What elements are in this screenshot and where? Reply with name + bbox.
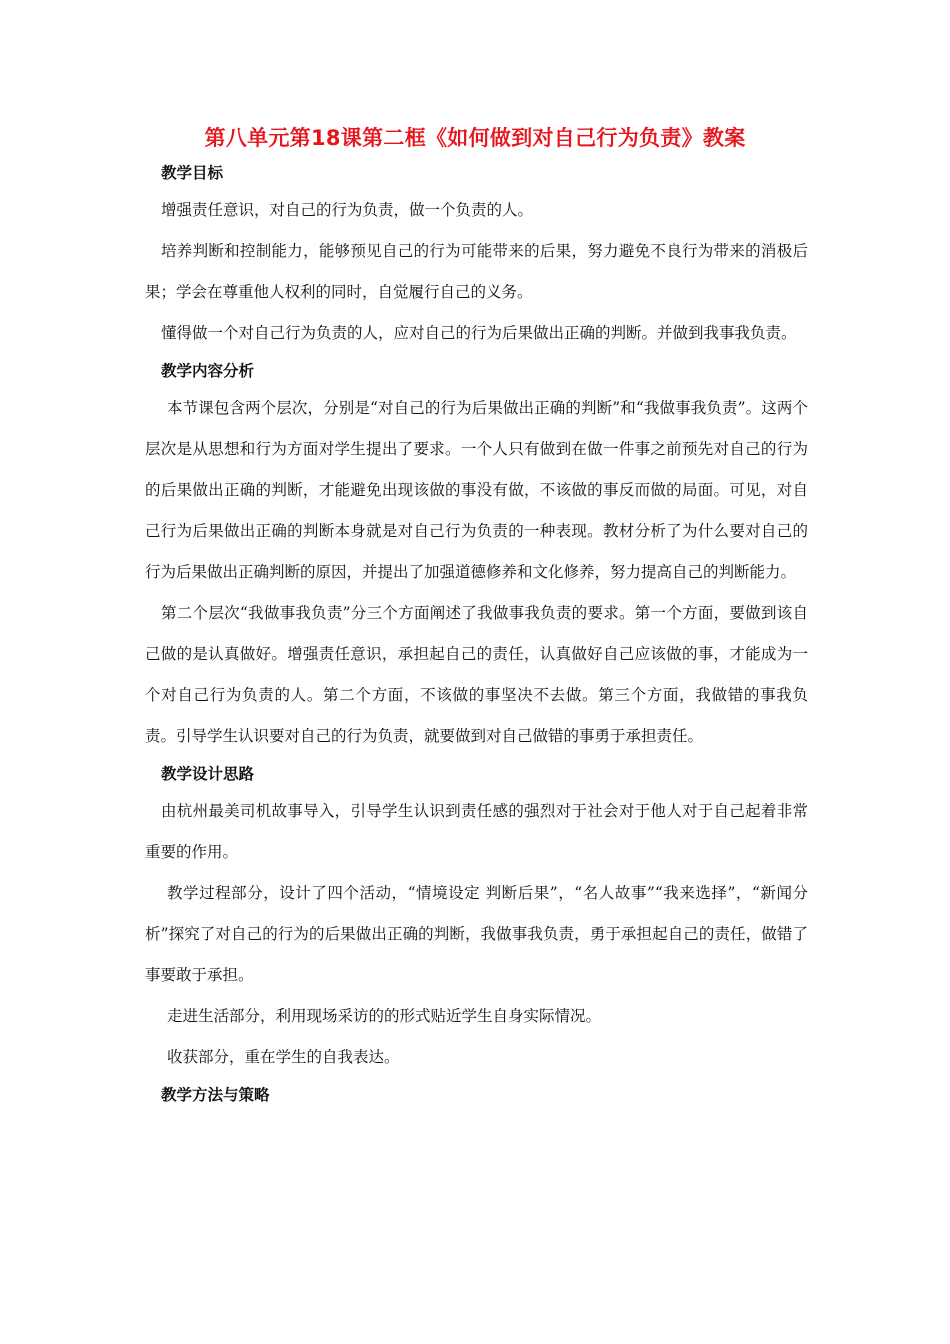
paragraph: 教学过程部分，设计了四个活动，“情境设定 判断后果”，“名人故事”“我来选择”，“新闻分析”探究了对自己的行为的后果做出正确的判断，我做事我负责，勇于承担起自己的责任，做错了事要敢于承担。 (145, 884, 808, 984)
section-heading-content-analysis: 教学内容分析 (161, 362, 255, 380)
paragraph: 收获部分，重在学生的自我表达。 (167, 1048, 400, 1066)
section-heading-design-ideas: 教学设计思路 (161, 765, 255, 783)
section-heading-objectives: 教学目标 (161, 164, 224, 182)
paragraph: 懂得做一个对自己行为负责的人，应对自己的行为后果做出正确的判断。并做到我事我负责。 (161, 324, 797, 342)
paragraph: 由杭州最美司机故事导入，引导学生认识到责任感的强烈对于社会对于他人对于自己起着非常重要的作用。 (145, 802, 808, 861)
paragraph: 培养判断和控制能力，能够预见自己的行为可能带来的后果，努力避免不良行为带来的消极后果；学会在尊重他人权利的同时，自觉履行自己的义务。 (145, 242, 808, 301)
document-body (145, 156, 808, 1112)
paragraph: 本节课包含两个层次，分别是“对自己的行为后果做出正确的判断”和“我做事我负责”。这两个层次是从思想和行为方面对学生提出了要求。一个人只有做到在做一件事之前预先对自己的行为的后果做出正确的判断，才能避免出现该做的事没有做，不该做的事反而做的局面。可见，对自己行为后果做出正确的判断本身就是对自己行为负责的一种表现。教材分析了为什么要对自己的行为后果做出正确判断的原因，并提出了加强道德修养和文化修养，努力提高自己的判断能力。 (145, 399, 808, 581)
paragraph: 第二个层次“我做事我负责”分三个方面阐述了我做事我负责的要求。第一个方面，要做到该自己做的是认真做好。增强责任意识，承担起自己的责任，认真做好自己应该做的事，才能成为一个对自己行为负责的人。第二个方面，不该做的事坚决不去做。第三个方面，我做错的事我负责。引导学生认识要对自己的行为负责，就要做到对自己做错的事勇于承担责任。 (145, 604, 808, 745)
paragraph: 走进生活部分，利用现场采访的的形式贴近学生自身实际情况。 (167, 1007, 602, 1025)
section-heading-methods: 教学方法与策略 (161, 1086, 270, 1104)
paragraph: 增强责任意识，对自己的行为负责，做一个负责的人。 (161, 201, 534, 219)
document-title: 第八单元第18课第二框《如何做到对自己行为负责》教案 (204, 126, 746, 150)
